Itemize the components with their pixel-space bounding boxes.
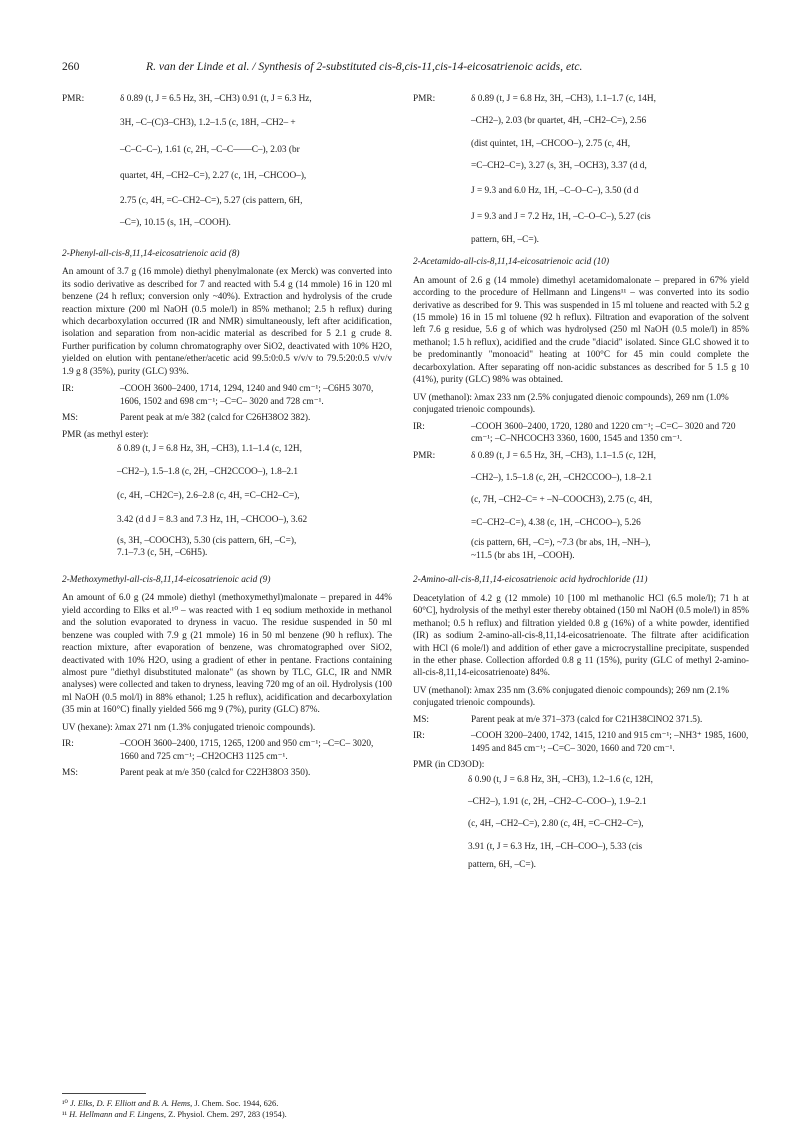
pmr-line: (cis pattern, 6H, –C=), ~7.3 (br abs, 1H, –NH–), xyxy=(471,538,651,549)
pmr-line: –CH2–), 1.5–1.8 (c, 2H, –CH2CCOO–), 1.8–2.1 xyxy=(117,466,299,477)
pmr-values xyxy=(471,450,749,563)
section-paragraph-9: An amount of 6.0 g (24 mmole) diethyl (methoxymethyl)malonate – prepared in 44% yield according to Elks et al.¹⁰ – was reacted with 1 eq sodium methoxide in methanol and the solution evaporated to dryness in vacuo. The residue suspended in 50 ml benzene was coupled with 7.9 g (21 mmole) 16 in 50 ml benzene (90 h reflux). The reaction mixture, after evaporation of benzene, was chromatographed over SiO2, deactivated with 10% H2O, using a gradient of ether in pentane. Fractions containing almost pure "diethyl disubstituted malonate" (as shown by TLC, GLC, IR and NMR analyses) were collected and taken to dryness, leaving 720 mg of an oil. Hydrolysis (100 ml NaOH (0.5 mol/l) in 88% ethanol; 1.25 h reflux), acidification and decarboxylation (35 min at 160°C) finally yielded 566 mg 9 (7%), purity (GLC) 87%. xyxy=(62,593,392,716)
ms-block-9 xyxy=(62,767,392,779)
ir-values: –COOH 3600–2400, 1714, 1294, 1240 and 940 cm⁻¹; –C6H5 3070, 1606, 1502 and 698 cm⁻¹; –C=C– 3020 and 728 cm⁻¹. xyxy=(120,384,374,407)
footnote-rule xyxy=(62,1093,146,1094)
page-number: 260 xyxy=(62,60,80,73)
pmr-line: 3.42 (d d J = 8.3 and 7.3 Hz, 1H, –CHCOO–), 3.62 xyxy=(117,515,308,526)
pmr-cd3od-label: PMR (in CD3OD): xyxy=(413,760,485,771)
ir-block-9 xyxy=(62,738,392,763)
pmr-line: δ 0.89 (t, J = 6.5 Hz, 3H, –CH3), 1.1–1.5 (c, 12H, xyxy=(471,450,656,461)
pmr-line: (c, 4H, –CH2–C=), 2.80 (c, 4H, =C–CH2–C=), xyxy=(468,819,644,830)
section-heading-9: 2-Methoxymethyl-all-cis-8,11,14-eicosatrienoic acid (9) xyxy=(62,574,271,585)
footnote-reference: Z. Physiol. Chem. 297, 283 (1954). xyxy=(168,1110,287,1120)
ir-block-8 xyxy=(62,383,392,408)
ir-values: –COOH 3600–2400, 1720, 1280 and 1220 cm⁻¹; –C=C– 3020 and 720 cm⁻¹; –C–NHCOCH3 3360, 1600, 1545 and 1350 cm⁻¹. xyxy=(471,421,736,445)
ir-label: IR: xyxy=(62,739,74,750)
pmr-label: PMR: xyxy=(413,450,436,461)
ms-label: MS: xyxy=(62,413,79,424)
pmr-block-10 xyxy=(413,450,749,563)
pmr-line: (c, 4H, –CH2C=), 2.6–2.8 (c, 4H, =C–CH2–C=), xyxy=(117,490,300,501)
pmr-line: 2.75 (c, 4H, =C–CH2–C=), 5.27 (cis pattern, 6H, xyxy=(120,195,303,206)
pmr-block-9 xyxy=(413,93,749,246)
pmr-line: 3.91 (t, J = 6.3 Hz, 1H, –CH–COO–), 5.33 (cis xyxy=(468,841,643,852)
pmr-ester-values xyxy=(117,443,392,560)
pmr-values xyxy=(120,93,392,230)
section-paragraph-10: An amount of 2.6 g (14 mmole) dimethyl acetamidomalonate – prepared in 67% yield according to the procedure of Hellmann and Lingens¹¹ – was converted into its sodio derivative as described for 9. This was suspended in 15 ml toluene and reacted with 5.2 g (15 mmole) 16 in 15 ml toluene (92 h reflux). Filtration and evaporation of the solvent left 7.6 g residue, 5.6 g of which was hydrolysed (250 ml NaOH (0.5 mole/l) in 85% methanol; 1.5 h reflux), acidified and the crude "diacid" isolated. Since GLC showed it to be predominantly "monoacid" heating at 100°C for 45 min could complete the decarboxylation. After separating off non-acidic substances as described for 5 1.5 g 10 (41%), purity (GLC) 98% was obtained. xyxy=(413,275,749,386)
pmr-line: pattern, 6H, –C=). xyxy=(471,234,539,245)
pmr-line: J = 9.3 and 6.0 Hz, 1H, –C–O–C–), 3.50 (d d xyxy=(471,185,639,196)
pmr-line: δ 0.89 (t, J = 6.5 Hz, 3H, –CH3) 0.91 (t, J = 6.3 Hz, xyxy=(120,94,312,104)
uv-line-11: UV (methanol): λmax 235 nm (3.6% conjugated dienoic compounds); 269 nm (2.1% conjugated trienoic compounds). xyxy=(413,685,729,709)
pmr-cd3od-values xyxy=(468,774,749,872)
ms-label: MS: xyxy=(62,768,79,779)
pmr-line: 3H, –C–(C)3–CH3), 1.2–1.5 (c, 18H, –CH2– + xyxy=(120,118,296,129)
pmr-values xyxy=(471,93,749,246)
ir-label: IR: xyxy=(413,421,425,432)
pmr-line: quartet, 4H, –CH2–C=), 2.27 (c, 1H, –CHCOO–), xyxy=(120,171,307,182)
right-column xyxy=(413,93,749,876)
pmr-line: J = 9.3 and J = 7.2 Hz, 1H, –C–O–C–), 5.27 (cis xyxy=(471,212,651,223)
pmr-label: PMR: xyxy=(413,94,436,104)
footnote-authors: J. Elks, D. F. Elliott and B. A. Hems, xyxy=(69,1099,193,1108)
uv-line-9: UV (hexane): λmax 271 nm (1.3% conjugated trienoic compounds). xyxy=(62,722,316,733)
ms-values: Parent peak at m/e 371–373 (calcd for C21H38ClNO2 371.5). xyxy=(471,714,703,725)
pmr-block-7 xyxy=(62,93,392,230)
ir-label: IR: xyxy=(413,731,425,742)
footnotes xyxy=(62,1093,392,1121)
footnote-number: ¹¹ xyxy=(62,1110,68,1120)
section-paragraph-11: Deacetylation of 4.2 g (12 mmole) 10 [100 ml methanolic HCl (6.5 mole/l); 71 h at 60°C], hydrolysis of the methyl ester thereby obtained (150 ml NaOH (0.5 mole/l) in 85% methanol; 0.5 h reflux) and filtration yielded 0.8 g (16%) of a white powder, identified (IR) as sodium 2-amino-all-cis-8,11,14-eicosatrienoate. The filtrate after acidification with HCl (6 mole/l) and addition of ether gave a microcrystalline precipitate, suspended in the ether phase. Collection afforded 0.8 g 11 (15%), purity (GLC of methyl 2-amino-all-cis-8,11,14-eicosatrienoate) 84%. xyxy=(413,593,749,679)
pmr-line: –C=), 10.15 (s, 1H, –COOH). xyxy=(120,218,231,229)
pmr-line: (c, 7H, –CH2–C= + –N–COOCH3), 2.75 (c, 4H, xyxy=(471,495,653,506)
footnote-number: ¹⁰ xyxy=(62,1099,68,1108)
pmr-line: δ 0.90 (t, J = 6.8 Hz, 3H, –CH3), 1.2–1.6 (c, 12H, xyxy=(468,774,653,785)
ir-values: –COOH 3600–2400, 1715, 1265, 1200 and 950 cm⁻¹; –C=C– 3020, 1660 and 725 cm⁻¹; –CH2OCH3 1125 cm⁻¹. xyxy=(120,739,374,762)
ms-block-8 xyxy=(62,412,392,424)
pmr-label: PMR: xyxy=(62,94,85,104)
footnote-reference: J. Chem. Soc. 1944, 626. xyxy=(194,1099,279,1108)
footnote-10 xyxy=(62,1098,392,1109)
pmr-line: (dist quintet, 1H, –CHCOO–), 2.75 (c, 4H, xyxy=(471,138,631,149)
ir-label: IR: xyxy=(62,384,74,395)
ms-label: MS: xyxy=(413,714,430,725)
pmr-line: =C–CH2–C=), 4.38 (c, 1H, –CHCOO–), 5.26 xyxy=(471,517,641,528)
section-paragraph-8: An amount of 3.7 g (16 mmole) diethyl phenylmalonate (ex Merck) was converted into its sodio derivative as described for 7 and reacted with 5.4 g (14 mmole) 16 in 120 ml benzene (24 h reflux; conversion only ~40%). Extraction and hydrolysis of the crude reaction mixture (200 ml NaOH (0.5 mole/l) in 85% methanol; 2.5 h reflux) during which decarboxylation occurred (IR and NMR) simultaneously, left after acidification, isolation and separation from non-acidic material as described for 5 2.1 g crude 8. Further purification by column chromatography over SiO2, deactivated with 10% H2O, yielded on elution with pentane/ether/acetic acid 99.5:0:0.5 v/v/v to 79.5:20:0.5 v/v/v 1.9 g 8 (35%), purity (GLC) 93%. xyxy=(62,267,392,377)
pmr-ester-label: PMR (as methyl ester): xyxy=(62,429,149,440)
left-column xyxy=(62,93,392,784)
pmr-line: δ 0.89 (t, J = 6.8 Hz, 3H, –CH3), 1.1–1.4 (c, 12H, xyxy=(117,444,302,455)
ir-block-11 xyxy=(413,730,749,755)
ir-values: –COOH 3200–2400, 1742, 1415, 1210 and 915 cm⁻¹; –NH3⁺ 1985, 1600, 1495 and 845 cm⁻¹; –C=C– 3020, 1660 and 720 cm⁻¹. xyxy=(471,731,749,754)
pmr-line: 7.1–7.3 (c, 5H, –C6H5). xyxy=(117,548,208,559)
section-heading-8: 2-Phenyl-all-cis-8,11,14-eicosatrienoic acid (8) xyxy=(62,248,240,259)
ms-values: Parent peak at m/e 350 (calcd for C22H38O3 350). xyxy=(120,768,311,779)
footnote-authors: H. Hellmann and F. Lingens, xyxy=(69,1110,166,1120)
pmr-line: =C–CH2–C=), 3.27 (s, 3H, –OCH3), 3.37 (d d, xyxy=(471,161,647,172)
pmr-line: –CH2–), 2.03 (br quartet, 4H, –CH2–C=), 2.56 xyxy=(471,116,647,127)
pmr-line: –CH2–), 1.5–1.8 (c, 2H, –CH2CCOO–), 1.8–2.1 xyxy=(471,472,653,483)
pmr-line: pattern, 6H, –C=). xyxy=(468,860,536,871)
pmr-line: –CH2–), 1.91 (c, 2H, –CH2–C–COO–), 1.9–2.1 xyxy=(468,797,647,808)
section-heading-10: 2-Acetamido-all-cis-8,11,14-eicosatrienoic acid (10) xyxy=(413,257,610,268)
section-heading-11: 2-Amino-all-cis-8,11,14-eicosatrienoic acid hydrochloride (11) xyxy=(413,575,648,586)
ms-block-11 xyxy=(413,714,749,726)
pmr-line: δ 0.89 (t, J = 6.8 Hz, 3H, –CH3), 1.1–1.7 (c, 14H, xyxy=(471,94,656,104)
page-header xyxy=(62,60,750,80)
pmr-line: (s, 3H, –COOCH3), 5.30 (cis pattern, 6H, –C=), xyxy=(117,535,297,546)
ms-values: Parent peak at m/e 382 (calcd for C26H38O2 382). xyxy=(120,413,311,424)
footnote-11 xyxy=(62,1109,392,1120)
ir-block-10 xyxy=(413,421,749,446)
pmr-line: ~11.5 (br abs 1H, –COOH). xyxy=(471,550,575,561)
uv-line-10: UV (methanol): λmax 233 nm (2.5% conjugated dienoic compounds), 269 nm (1.0% conjugated trienoic compounds). xyxy=(413,392,729,416)
running-title: R. van der Linde et al. / Synthesis of 2-substituted cis-8,cis-11,cis-14-eicosatrienoic acids, etc. xyxy=(146,60,583,73)
pmr-line: –C–C–C–), 1.61 (c, 2H, –C–C——C–), 2.03 (br xyxy=(120,144,300,155)
